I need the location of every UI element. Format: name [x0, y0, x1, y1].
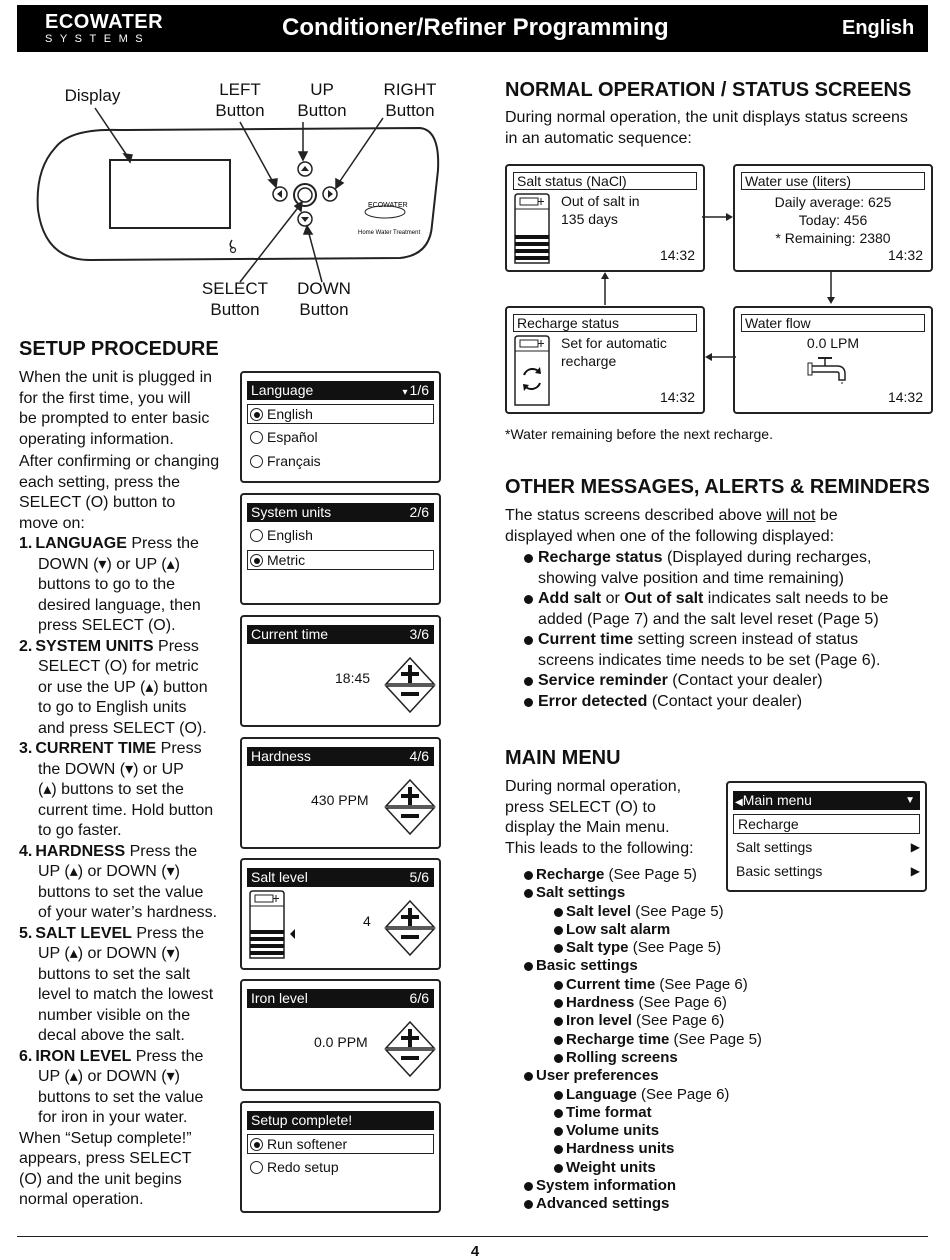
- down-button-label: DOWN Button: [297, 279, 351, 319]
- footer-divider: [17, 1236, 928, 1237]
- alert-name: Recharge status: [538, 549, 663, 566]
- main-menu-intro: During normal operation, press SELECT (O) to display the Main menu. This leads to the following:: [505, 778, 694, 857]
- alert-item: [524, 548, 934, 589]
- screen-title-bar: ◀Main menu ▼: [733, 791, 920, 810]
- alert-text: (Displayed during recharges,: [662, 549, 872, 566]
- setup-step-line: the DOWN (▾) or UP: [38, 760, 184, 778]
- alert-text: or: [601, 590, 625, 607]
- step-name: SYSTEM UNITS: [35, 637, 154, 655]
- faucet-icon: [807, 352, 857, 384]
- setup-step-line: to go faster.: [38, 822, 122, 839]
- setup-text-line: be prompted to enter basic: [19, 410, 210, 427]
- menu-item-ref: (See Page 5): [631, 902, 724, 920]
- brand-logo: ECOWATER: [45, 11, 164, 33]
- recharge-status-screen: Recharge status Set for automatic recharge 14:32: [505, 306, 705, 414]
- chevron-right-icon: ▶: [910, 864, 920, 878]
- alert-name: Out of salt: [624, 590, 704, 607]
- bullet-icon: [524, 1072, 533, 1081]
- setup-step-line: buttons to go to the: [38, 576, 175, 593]
- setup-step-line: buttons to set the salt: [38, 965, 191, 983]
- option-redo-setup[interactable]: Redo setup: [250, 1158, 339, 1176]
- page-number: 4: [470, 1243, 480, 1260]
- bullet-icon: [524, 962, 533, 971]
- alert-text: setting screen instead of status: [633, 631, 859, 648]
- menu-list-item: [524, 939, 824, 957]
- setup-step-line: [19, 1047, 234, 1068]
- menu-list-item: [524, 1122, 824, 1140]
- screen-title-bar: Hardness 4/6: [247, 747, 434, 766]
- step-text: Press the: [125, 842, 198, 860]
- menu-item-name: Recharge time: [566, 1030, 670, 1048]
- salt-status-screen: Salt status (NaCl) Out of salt in 135 days 14:32: [505, 164, 705, 272]
- status-title: Salt status (NaCl): [513, 172, 697, 190]
- radio-selected-icon: [250, 408, 263, 421]
- setup-text-line: When the unit is plugged in: [19, 369, 213, 386]
- menu-item-name: Hardness units: [566, 1140, 675, 1158]
- menu-item-name: Hardness: [566, 994, 635, 1012]
- salt-tank-icon: [513, 193, 553, 265]
- arrow-left-icon: [705, 353, 712, 361]
- bullet-icon: [524, 677, 533, 686]
- menu-item-ref: (See Page 5): [604, 866, 697, 883]
- current-time-screen: [240, 615, 441, 727]
- setup-step-line: DOWN (▾) or UP (▴): [38, 555, 180, 573]
- option-english[interactable]: English: [247, 404, 434, 424]
- brand-logo-subline: SYSTEMS: [45, 33, 151, 45]
- step-number: 6.: [19, 1047, 33, 1065]
- setup-step-line: [19, 534, 234, 555]
- menu-item-name: Volume units: [566, 1122, 660, 1140]
- menu-item-name: Weight units: [566, 1158, 656, 1176]
- setup-step-line: press SELECT (O).: [38, 617, 176, 634]
- svg-text:ECOWATER: ECOWATER: [368, 202, 408, 209]
- radio-icon: [250, 455, 263, 468]
- menu-item-name: Low salt alarm: [566, 920, 671, 938]
- step-number: 4.: [19, 842, 33, 860]
- bullet-icon: [554, 1036, 563, 1045]
- setup-step-line: buttons to set the value: [38, 883, 204, 901]
- menu-item-ref: (See Page 6): [631, 1012, 725, 1030]
- main-menu-heading: MAIN MENU: [505, 747, 621, 769]
- setup-step-line: for iron in your water.: [38, 1109, 188, 1126]
- radio-icon: [250, 431, 263, 444]
- left-button-label: LEFT Button: [215, 80, 265, 120]
- menu-item-name: Salt settings: [536, 884, 626, 902]
- menu-item-name: Advanced settings: [536, 1195, 670, 1213]
- plus-minus-icon[interactable]: [385, 778, 435, 836]
- display-label: Display: [64, 86, 121, 105]
- menu-item-name: System information: [536, 1177, 677, 1195]
- menu-item-name: User preferences: [536, 1067, 659, 1085]
- setup-text-line: for the first time, you will: [19, 389, 191, 407]
- radio-icon: [250, 529, 263, 542]
- alert-item: [524, 630, 934, 671]
- setup-instructions: [19, 368, 234, 1211]
- step-number: 2.: [19, 637, 33, 655]
- setup-text-line: appears, press SELECT: [19, 1150, 192, 1167]
- alert-text: (Contact your dealer): [647, 692, 803, 710]
- status-time: 14:32: [887, 247, 923, 263]
- water-flow-screen: [733, 306, 933, 414]
- setup-heading: SETUP PROCEDURE: [19, 338, 219, 360]
- salt-tank-icon: [248, 890, 296, 960]
- hardness-value: 430 PPM: [311, 792, 369, 808]
- setup-step-line: number visible on the: [38, 1006, 191, 1024]
- setup-text-line: After confirming or changing: [19, 453, 220, 470]
- setup-step-line: UP (▴) or DOWN (▾): [38, 1068, 180, 1085]
- menu-list-item: [524, 957, 824, 975]
- step-number: 5.: [19, 924, 33, 942]
- screen-title-bar: Setup complete!: [247, 1111, 434, 1130]
- menu-item-ref: (See Page 6): [636, 1085, 730, 1103]
- menu-item-basic-settings[interactable]: Basic settings ▶: [736, 863, 920, 879]
- status-time: 14:32: [887, 389, 923, 405]
- menu-list-item: [524, 1159, 824, 1177]
- alert-name: Error detected: [538, 692, 648, 710]
- setup-step-line: decal above the salt.: [38, 1027, 185, 1044]
- setup-step-line: [19, 637, 234, 658]
- setup-step-line: level to match the lowest: [38, 986, 214, 1003]
- page-header: [17, 5, 928, 52]
- step-name: SALT LEVEL: [35, 924, 132, 942]
- bullet-icon: [554, 1145, 563, 1154]
- alert-name: Add salt: [538, 590, 602, 607]
- status-time: 14:32: [659, 389, 695, 405]
- screen-title-bar: Language ▾ 1/6: [247, 381, 434, 400]
- language-label: English: [842, 17, 915, 39]
- step-name: CURRENT TIME: [35, 740, 157, 757]
- step-name: LANGUAGE: [35, 535, 127, 552]
- option-english-units[interactable]: English: [250, 526, 313, 544]
- option-francais[interactable]: Français: [250, 452, 321, 470]
- step-number: 1.: [19, 535, 33, 552]
- screen-title-bar: Current time 3/6: [247, 625, 434, 644]
- alert-text-continued: showing valve position and time remaining): [538, 569, 844, 587]
- radio-selected-icon: [250, 554, 263, 567]
- menu-item-name: Language: [566, 1085, 637, 1103]
- bullet-icon: [554, 999, 563, 1008]
- bullet-icon: [554, 1109, 563, 1118]
- iron-level-screen: [240, 979, 441, 1091]
- bullet-icon: [554, 981, 563, 990]
- setup-text-line: When “Setup complete!”: [19, 1129, 192, 1147]
- alert-text-continued: screens indicates time needs to be set (Page 6).: [538, 651, 881, 669]
- menu-item-name: Salt type: [566, 939, 629, 957]
- setup-step-line: of your water’s hardness.: [38, 904, 218, 921]
- menu-list-item: [524, 1012, 824, 1030]
- menu-item-ref: (See Page 6): [634, 994, 727, 1012]
- menu-item-name: Time format: [566, 1103, 652, 1121]
- menu-item-name: Current time: [566, 975, 656, 993]
- arrow-up-icon: [601, 272, 609, 279]
- select-button-label: SELECT Button: [201, 279, 269, 319]
- setup-step-line: desired language, then: [38, 596, 201, 614]
- alert-name: Current time: [538, 631, 634, 648]
- flow-arrows-vertical: [595, 268, 845, 310]
- bullet-icon: [524, 636, 533, 645]
- menu-item-name: Recharge: [536, 866, 605, 883]
- setup-step-line: or use the UP (▴) button: [38, 678, 208, 696]
- salt-level-value: 4: [363, 913, 371, 929]
- setup-complete-screen: [240, 1101, 441, 1213]
- bullet-icon: [554, 1054, 563, 1063]
- iron-value: 0.0 PPM: [314, 1034, 368, 1050]
- menu-list-item: [524, 921, 824, 939]
- setup-step-line: buttons to set the value: [38, 1088, 204, 1106]
- bullet-icon: [524, 889, 533, 898]
- screen-title-bar: Salt level 5/6: [247, 868, 434, 887]
- language-screen: [240, 371, 441, 483]
- menu-list-item: [524, 866, 824, 884]
- setup-text-line: each setting, press the: [19, 473, 180, 491]
- arrow-right-icon: [726, 213, 733, 221]
- step-number: 3.: [19, 740, 33, 757]
- right-button-label: RIGHT Button: [383, 80, 437, 120]
- bullet-icon: [524, 1200, 533, 1209]
- setup-step-line: current time. Hold button: [38, 801, 214, 819]
- menu-list-item: [524, 1140, 824, 1158]
- menu-item-name: Iron level: [566, 1012, 632, 1030]
- menu-list-item: [524, 1104, 824, 1122]
- salt-level-screen: [240, 858, 441, 970]
- plus-minus-icon[interactable]: [385, 1020, 435, 1078]
- setup-text-line: move on:: [19, 514, 85, 532]
- radio-selected-icon: [250, 1138, 263, 1151]
- time-value: 18:45: [335, 670, 371, 686]
- radio-icon: [250, 1161, 263, 1174]
- alert-name: Service reminder: [538, 672, 668, 689]
- bullet-icon: [554, 1091, 563, 1100]
- setup-step-line: to go to English units: [38, 699, 187, 716]
- bullet-icon: [524, 871, 533, 880]
- menu-list-item: [524, 994, 824, 1012]
- status-title: Water use (liters): [741, 172, 925, 190]
- screen-title-bar: Iron level 6/6: [247, 989, 434, 1008]
- step-text: Press the: [131, 1047, 204, 1065]
- bullet-icon: [524, 595, 533, 604]
- chevron-right-icon: ▶: [910, 840, 920, 854]
- menu-list-item: [524, 976, 824, 994]
- menu-list-item: [524, 1195, 824, 1213]
- water-use-screen: Water use (liters) Daily average: 625 Today: 456 * Remaining: 2380 14:32: [733, 164, 933, 272]
- alert-text-continued: added (Page 7) and the salt level reset (Page 5): [538, 610, 879, 628]
- setup-step-line: (▴) buttons to set the: [38, 781, 184, 798]
- control-panel-diagram: [0, 60, 480, 325]
- alert-item: [524, 671, 934, 692]
- menu-item-name: Basic settings: [536, 957, 638, 975]
- bullet-icon: [524, 1182, 533, 1191]
- plus-minus-icon[interactable]: [385, 899, 435, 957]
- other-messages-heading: OTHER MESSAGES, ALERTS & REMINDERS: [505, 476, 930, 498]
- setup-text-line: SELECT (O) button to: [19, 494, 176, 511]
- arrow-down-icon: [827, 297, 835, 304]
- bullet-icon: [554, 944, 563, 953]
- menu-item-ref: (See Page 5): [669, 1030, 762, 1048]
- bullet-icon: [554, 908, 563, 917]
- panel-brand: Home Water Treatment: [358, 230, 421, 236]
- menu-list-item: [524, 1031, 824, 1049]
- setup-text-line: (O) and the unit begins: [19, 1170, 182, 1188]
- menu-list-item: [524, 903, 824, 921]
- menu-list-item: [524, 1067, 824, 1085]
- setup-step-line: SELECT (O) for metric: [38, 658, 199, 675]
- setup-step-line: UP (▴) or DOWN (▾): [38, 863, 180, 880]
- menu-item-recharge[interactable]: Recharge: [733, 814, 920, 834]
- menu-item-ref: (See Page 5): [628, 939, 722, 957]
- setup-step-line: [19, 842, 234, 863]
- recharge-tank-icon: [513, 335, 553, 407]
- footnote: *Water remaining before the next recharge.: [505, 426, 773, 442]
- status-title: Recharge status: [513, 314, 697, 332]
- system-units-screen: [240, 493, 441, 605]
- step-text: Press: [156, 740, 202, 757]
- option-run-softener[interactable]: Run softener: [247, 1134, 434, 1154]
- bullet-icon: [554, 1127, 563, 1136]
- hardness-screen: [240, 737, 441, 849]
- main-menu-list: [524, 866, 824, 1214]
- status-time: 14:32: [659, 247, 695, 263]
- bullet-icon: [554, 926, 563, 935]
- menu-item-salt-settings[interactable]: Salt settings ▶: [736, 839, 920, 855]
- menu-list-item: [524, 1177, 824, 1195]
- step-text: Press the: [131, 924, 204, 942]
- status-title: Water flow: [741, 314, 925, 332]
- alert-item: [524, 589, 934, 630]
- menu-item-name: Salt level: [566, 902, 632, 920]
- flow-value: 0.0 LPM: [806, 335, 860, 351]
- setup-step-line: UP (▴) or DOWN (▾): [38, 945, 180, 962]
- display-window: [110, 160, 230, 228]
- menu-list-item: [524, 1049, 824, 1067]
- menu-list-item: [524, 884, 824, 902]
- alert-text: (Contact your dealer): [667, 672, 823, 689]
- bullet-icon: [524, 554, 533, 563]
- menu-list-item: [524, 1086, 824, 1104]
- bullet-icon: [554, 1164, 563, 1173]
- alert-text: indicates salt needs to be: [703, 590, 889, 607]
- option-espanol[interactable]: Español: [250, 428, 318, 446]
- setup-step-line: [19, 924, 234, 945]
- normal-operation-heading: NORMAL OPERATION / STATUS SCREENS: [505, 79, 912, 101]
- other-messages-list: [524, 548, 934, 712]
- up-button-label: UP Button: [297, 80, 347, 120]
- setup-text-line: operating information.: [19, 430, 174, 448]
- bullet-icon: [524, 698, 533, 707]
- setup-step-line: and press SELECT (O).: [38, 719, 207, 737]
- menu-item-ref: (See Page 6): [655, 975, 748, 993]
- step-text: Press the: [126, 535, 199, 552]
- screen-title-bar: System units 2/6: [247, 503, 434, 522]
- other-messages-intro: The status screens described above will not be displayed when one of the following displayed:: [505, 507, 838, 545]
- step-name: HARDNESS: [35, 842, 126, 860]
- normal-operation-intro: During normal operation, the unit displays status screens in an automatic sequence:: [505, 109, 908, 147]
- step-name: IRON LEVEL: [35, 1047, 132, 1065]
- menu-item-name: Rolling screens: [566, 1048, 678, 1066]
- plus-minus-icon[interactable]: [385, 656, 435, 714]
- alert-item: [524, 692, 934, 713]
- option-metric-units[interactable]: Metric: [247, 550, 434, 570]
- bullet-icon: [554, 1017, 563, 1026]
- setup-text-line: normal operation.: [19, 1191, 144, 1208]
- page-title: Conditioner/Refiner Programming: [282, 14, 669, 41]
- step-text: Press: [153, 637, 199, 655]
- setup-step-line: [19, 739, 234, 760]
